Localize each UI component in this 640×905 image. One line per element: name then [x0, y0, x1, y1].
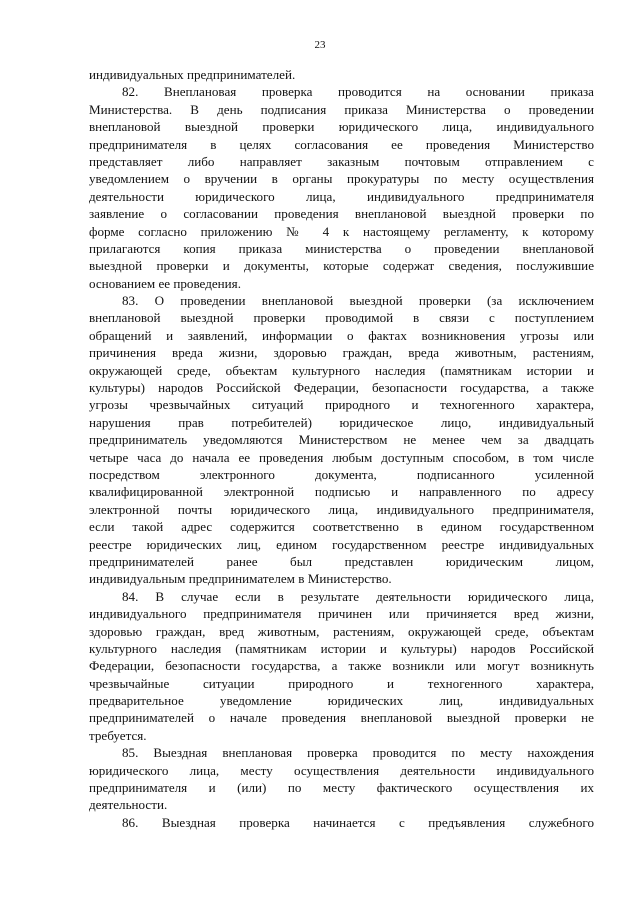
- text-line: 83. О проведении внеплановой выездной проверки (за исключением: [122, 293, 594, 309]
- text-line: окружающей среде, объектам культурного наследия (памятникам истории и: [89, 362, 594, 378]
- text-line: внеплановой выездной проверки проводимой в связи с поступлением: [89, 310, 594, 326]
- text-line: реестре юридических лиц, едином государственном реестре индивидуальных: [89, 536, 594, 552]
- text-line: внеплановой выездной проверки юридического лица, индивидуального: [89, 119, 594, 135]
- text-line: здоровью граждан, вред животным, растениям, окружающей среде, объектам: [89, 623, 594, 639]
- text-line: квалифицированной электронной подписью и направленного по адресу: [89, 484, 594, 500]
- text-line: выездной проверки и документы, которые содержат сведения, послужившие: [89, 258, 594, 274]
- document-body: [89, 66, 594, 831]
- text-line: предпринимателей ранее был представлен юридическим лицом,: [89, 553, 594, 569]
- text-line: предпринимателя и (или) по месту фактического осуществления их: [89, 780, 594, 796]
- text-line: 85. Выездная внеплановая проверка проводится по месту нахождения: [122, 745, 594, 761]
- text-line: 86. Выездная проверка начинается с предъявления служебного: [122, 814, 594, 830]
- text-line: четыре часа до начала ее проведения любым доступным способом, в том числе: [89, 449, 594, 465]
- text-line: представляет либо направляет заказным почтовым отправлением с: [89, 153, 594, 169]
- text-line: нарушения прав потребителей) юридическое лицо, индивидуальный: [89, 414, 594, 430]
- text-line: требуется.: [89, 727, 147, 743]
- text-line: культуры) народов Российской Федерации, безопасности государства, а также: [89, 380, 594, 396]
- text-line: уведомлением о вручении в органы прокуратуры по месту осуществления: [89, 171, 594, 187]
- text-line: культурного наследия (памятникам истории и культуры) народов Российской: [89, 640, 594, 656]
- text-line: предпринимателя в целях согласования ее проведения Министерство: [89, 136, 594, 152]
- text-line: деятельности юридического лица, индивидуального предпринимателя: [89, 188, 594, 204]
- text-line: индивидуального предпринимателя причинен или причиняется вред жизни,: [89, 606, 594, 622]
- text-line: деятельности.: [89, 797, 168, 813]
- text-line: предприниматель уведомляются Министерством не менее чем за двадцать: [89, 432, 594, 448]
- text-line: угрозы чрезвычайных ситуаций природного и техногенного характера,: [89, 397, 594, 413]
- text-line: предпринимателей о начале проведения внеплановой выездной проверки не: [89, 710, 594, 726]
- text-line: 84. В случае если в результате деятельности юридического лица,: [122, 588, 594, 604]
- page-number: 23: [314, 39, 326, 51]
- text-line: основанием ее проведения.: [89, 275, 241, 291]
- text-line: форме согласно приложению № 4 к настоящему регламенту, к которому: [89, 223, 594, 239]
- text-line: Федерации, безопасности государства, а также возникли или могут возникнуть: [89, 658, 594, 674]
- text-line: посредством электронного документа, подписанного усиленной: [89, 466, 594, 482]
- text-line: электронной почты юридического лица, индивидуального предпринимателя,: [89, 501, 594, 517]
- text-line: предварительное уведомление юридических лиц, индивидуальных: [89, 693, 594, 709]
- text-line: индивидуальным предпринимателем в Министерство.: [89, 571, 392, 587]
- text-line: чрезвычайные ситуации природного и техногенного характера,: [89, 675, 594, 691]
- text-line: если такой адрес содержится соответственно в едином государственном: [89, 519, 594, 535]
- text-line: причинения вреда жизни, здоровью граждан, вреда животным, растениям,: [89, 345, 594, 361]
- text-line: индивидуальных предпринимателей.: [89, 67, 296, 82]
- text-line: заявление о согласовании проведения внеплановой выездной проверки по: [89, 206, 594, 222]
- text-line: 82. Внеплановая проверка проводится на основании приказа: [122, 84, 594, 100]
- text-line: прилагаются копия приказа министерства о проведении внеплановой: [89, 240, 594, 256]
- text-line: Министерства. В день подписания приказа Министерства о проведении: [89, 101, 594, 117]
- text-line: юридического лица, месту осуществления деятельности индивидуального: [89, 762, 594, 778]
- text-line: обращений и заявлений, информации о фактах возникновения угрозы или: [89, 327, 594, 343]
